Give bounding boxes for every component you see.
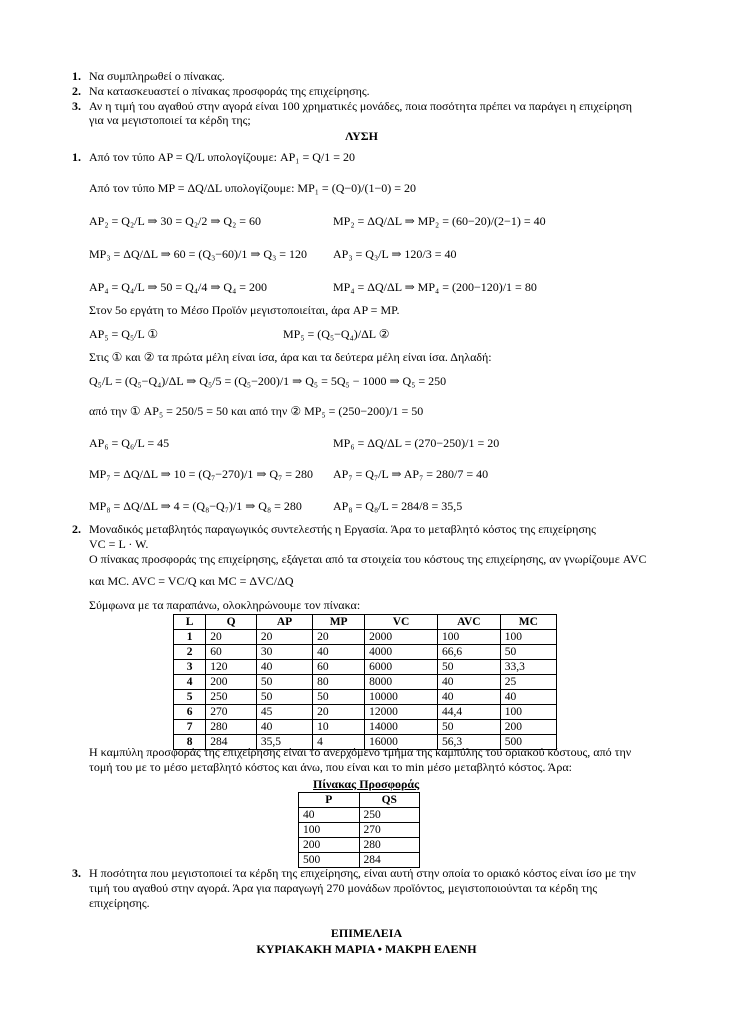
table-cell: 200 — [206, 675, 257, 690]
question-3-line-1: Αν η τιμή του αγαθού στην αγορά είναι 100 χρηματικές μονάδες, ποια ποσότητα πρέπει να παράγει η επιχείρηση — [89, 99, 633, 113]
mp3-calc: MP₃ = ΔQ/ΔL ⇒ 60 = (Q₃−60)/1 ⇒ Q₃ = 120 — [89, 247, 308, 261]
table-cell: 10 — [313, 720, 365, 735]
question-3-line-2: για να μεγιστοποιεί τα κέρδη της; — [89, 113, 251, 127]
ap7-calc: AP₇ = Q₇/L ⇒ AP₇ = 280/7 = 40 — [333, 467, 489, 481]
table-cell: 284 — [206, 735, 257, 750]
table-cell: 16000 — [365, 735, 438, 750]
table-cell: 50 — [313, 690, 365, 705]
table-cell: 250 — [359, 808, 420, 823]
table-cell: 20 — [313, 630, 365, 645]
q5-solve: Q₅/L = (Q₅−Q₄)/ΔL ⇒ Q₅/5 = (Q₅−200)/1 ⇒ Q₅ = 5Q₅ − 1000 ⇒ Q₅ = 250 — [89, 374, 447, 388]
table-cell: 60 — [313, 660, 365, 675]
ap8-calc: AP₈ = Q₈/L = 284/8 = 35,5 — [333, 499, 463, 513]
mp8-calc: MP₈ = ΔQ/ΔL ⇒ 4 = (Q₈−Q₇)/1 ⇒ Q₈ = 280 — [89, 499, 302, 513]
table-cell: 280 — [359, 838, 420, 853]
table-cell: 40 — [299, 808, 360, 823]
column-header: L — [174, 615, 206, 630]
table-cell: 100 — [500, 630, 556, 645]
table-cell: 270 — [359, 823, 420, 838]
column-header: AVC — [438, 615, 501, 630]
table-cell: 40 — [500, 690, 556, 705]
supply-curve-line-1: Η καμπύλη προσφοράς της επιχείρησης είναι το ανερχόμενο τμήμα της καμπύλης του οριακού κόστους, από την — [89, 745, 632, 759]
mp5-formula: MP₅ = (Q₅−Q₄)/ΔL ② — [283, 327, 390, 341]
ap2-calc: AP₂ = Q₂/L ⇒ 30 = Q₂/2 ⇒ Q₂ = 60 — [89, 214, 262, 228]
column-header: P — [299, 793, 360, 808]
table-cell: 45 — [256, 705, 312, 720]
supply-row — [299, 823, 420, 838]
question-number: 2. — [72, 84, 81, 98]
ap5-mp5-result: από την ① AP₅ = 250/5 = 50 και από την ② MP₅ = (250−200)/1 = 50 — [89, 404, 424, 418]
answer-number: 3. — [72, 866, 81, 880]
table-row — [174, 630, 557, 645]
supply-curve-line-2: τομή του με το μέσο μεταβλητό κόστος και άνω, που είναι και το min μέσο μεταβλητό κόστος. Άρα: — [89, 760, 572, 774]
supply-table-title: Πίνακας Προσφοράς — [313, 777, 420, 791]
table-cell: 35,5 — [256, 735, 312, 750]
part2-line-2: VC = L · W. — [89, 537, 149, 551]
table-row — [174, 660, 557, 675]
table-cell: 3 — [174, 660, 206, 675]
table-cell: 14000 — [365, 720, 438, 735]
table-cell: 50 — [438, 720, 501, 735]
part2-line-3: Ο πίνακας προσφοράς της επιχείρησης, εξάγεται από τα στοιχεία του κόστους της επιχείρησης, αν γνωρίζουμε AVC — [89, 552, 647, 566]
supply-row — [299, 838, 420, 853]
ap3-calc: AP₃ = Q₃/L ⇒ 120/3 = 40 — [333, 247, 457, 261]
column-header: QS — [359, 793, 420, 808]
mp7-calc: MP₇ = ΔQ/ΔL ⇒ 10 = (Q₇−270)/1 ⇒ Q₇ = 280 — [89, 467, 314, 481]
table-cell: 50 — [500, 645, 556, 660]
ap6-calc: AP₆ = Q₆/L = 45 — [89, 436, 170, 450]
answer-number: 1. — [72, 150, 81, 164]
ap-formula: Από τον τύπο AP = Q/L υπολογίζουμε: AP₁ = Q/1 = 20 — [89, 150, 356, 164]
mp6-calc: MP₆ = ΔQ/ΔL = (270−250)/1 = 20 — [333, 436, 500, 450]
table-row — [174, 675, 557, 690]
table-cell: 20 — [313, 705, 365, 720]
mp-formula: Από τον τύπο MP = ΔQ/ΔL υπολογίζουμε: MP₁ = (Q−0)/(1−0) = 20 — [89, 181, 416, 195]
table-cell: 40 — [256, 660, 312, 675]
table-cell: 8 — [174, 735, 206, 750]
table-cell: 50 — [256, 690, 312, 705]
table-cell: 2000 — [365, 630, 438, 645]
table-cell: 10000 — [365, 690, 438, 705]
table-cell: 100 — [299, 823, 360, 838]
fifth-worker-note: Στον 5ο εργάτη το Μέσο Προϊόν μεγιστοποιείται, άρα AP = MP. — [89, 303, 400, 317]
column-header: AP — [256, 615, 312, 630]
table-row — [174, 645, 557, 660]
part2-line-1: Μοναδικός μεταβλητός παραγωγικός συντελεστής η Εργασία. Άρα το μεταβλητό κόστος της επιχείρησης — [89, 522, 596, 536]
table-cell: 80 — [313, 675, 365, 690]
table-cell: 4 — [174, 675, 206, 690]
table-cell: 200 — [500, 720, 556, 735]
question-number: 1. — [72, 69, 81, 83]
mp4-calc: MP₄ = ΔQ/ΔL ⇒ MP₄ = (200−120)/1 = 80 — [333, 280, 537, 294]
table-cell: 44,4 — [438, 705, 501, 720]
table-cell: 7 — [174, 720, 206, 735]
table-cell: 100 — [500, 705, 556, 720]
table-cell: 120 — [206, 660, 257, 675]
answer-number: 2. — [72, 522, 81, 536]
column-header: MC — [500, 615, 556, 630]
table-cell: 56,3 — [438, 735, 501, 750]
table-cell: 40 — [438, 675, 501, 690]
table-cell: 250 — [206, 690, 257, 705]
table-cell: 33,3 — [500, 660, 556, 675]
ap5-formula: AP₅ = Q₅/L ① — [89, 327, 159, 341]
table-cell: 20 — [206, 630, 257, 645]
table-cell: 40 — [313, 645, 365, 660]
table-cell: 4000 — [365, 645, 438, 660]
table-cell: 100 — [438, 630, 501, 645]
table-cell: 20 — [256, 630, 312, 645]
table-cell: 4 — [313, 735, 365, 750]
table-cell: 66,6 — [438, 645, 501, 660]
table-cell: 1 — [174, 630, 206, 645]
table-cell: 25 — [500, 675, 556, 690]
table-cell: 30 — [256, 645, 312, 660]
table-cell: 6 — [174, 705, 206, 720]
question-1: Να συμπληρωθεί ο πίνακας. — [89, 69, 225, 83]
production-cost-table — [173, 614, 557, 750]
footer-title: ΕΠΙΜΕΛΕΙΑ — [330, 926, 403, 940]
table-row — [174, 705, 557, 720]
table-cell: 60 — [206, 645, 257, 660]
table-cell: 6000 — [365, 660, 438, 675]
table-cell: 284 — [359, 853, 420, 868]
part2-line-4: και MC. AVC = VC/Q και MC = ΔVC/ΔQ — [89, 574, 294, 588]
table-cell: 50 — [256, 675, 312, 690]
part3-line-1: Η ποσότητα που μεγιστοποιεί τα κέρδη της επιχείρησης, είναι αυτή στην οποία το οριακό κόστος είναι ίσο με την — [89, 866, 636, 880]
table-cell: 500 — [500, 735, 556, 750]
question-number: 3. — [72, 99, 81, 113]
table-cell: 270 — [206, 705, 257, 720]
column-header: Q — [206, 615, 257, 630]
table-cell: 500 — [299, 853, 360, 868]
table-cell: 50 — [438, 660, 501, 675]
part2-line-5: Σύμφωνα με τα παραπάνω, ολοκληρώνουμε τον πίνακα: — [89, 598, 361, 612]
table-cell: 8000 — [365, 675, 438, 690]
part3-line-3: επιχείρησης. — [89, 896, 150, 910]
footer-authors: ΚΥΡΙΑΚΑΚΗ ΜΑΡΙΑ • ΜΑΚΡΗ ΕΛΕΝΗ — [256, 942, 477, 956]
part3-line-2: τιμή του αγαθού στην αγορά. Άρα για παραγωγή 270 μονάδων προϊόντος, μεγιστοποιούνται τα κέρδη της — [89, 881, 598, 895]
table-cell: 2 — [174, 645, 206, 660]
supply-row — [299, 808, 420, 823]
table-cell: 40 — [438, 690, 501, 705]
table-row — [174, 720, 557, 735]
column-header: MP — [313, 615, 365, 630]
table-cell: 200 — [299, 838, 360, 853]
table-cell: 280 — [206, 720, 257, 735]
column-header: VC — [365, 615, 438, 630]
equality-note: Στις ① και ② τα πρώτα μέλη είναι ίσα, άρα και τα δεύτερα μέλη είναι ίσα. Δηλαδή: — [89, 350, 492, 364]
supply-table — [298, 792, 420, 868]
table-cell: 12000 — [365, 705, 438, 720]
mp2-calc: MP₂ = ΔQ/ΔL ⇒ MP₂ = (60−20)/(2−1) = 40 — [333, 214, 546, 228]
question-2: Να κατασκευαστεί ο πίνακας προσφοράς της επιχείρησης. — [89, 84, 370, 98]
table-cell: 5 — [174, 690, 206, 705]
table-cell: 40 — [256, 720, 312, 735]
table-row — [174, 690, 557, 705]
ap4-calc: AP₄ = Q₄/L ⇒ 50 = Q₄/4 ⇒ Q₄ = 200 — [89, 280, 268, 294]
solution-title: ΛΥΣΗ — [345, 129, 378, 143]
